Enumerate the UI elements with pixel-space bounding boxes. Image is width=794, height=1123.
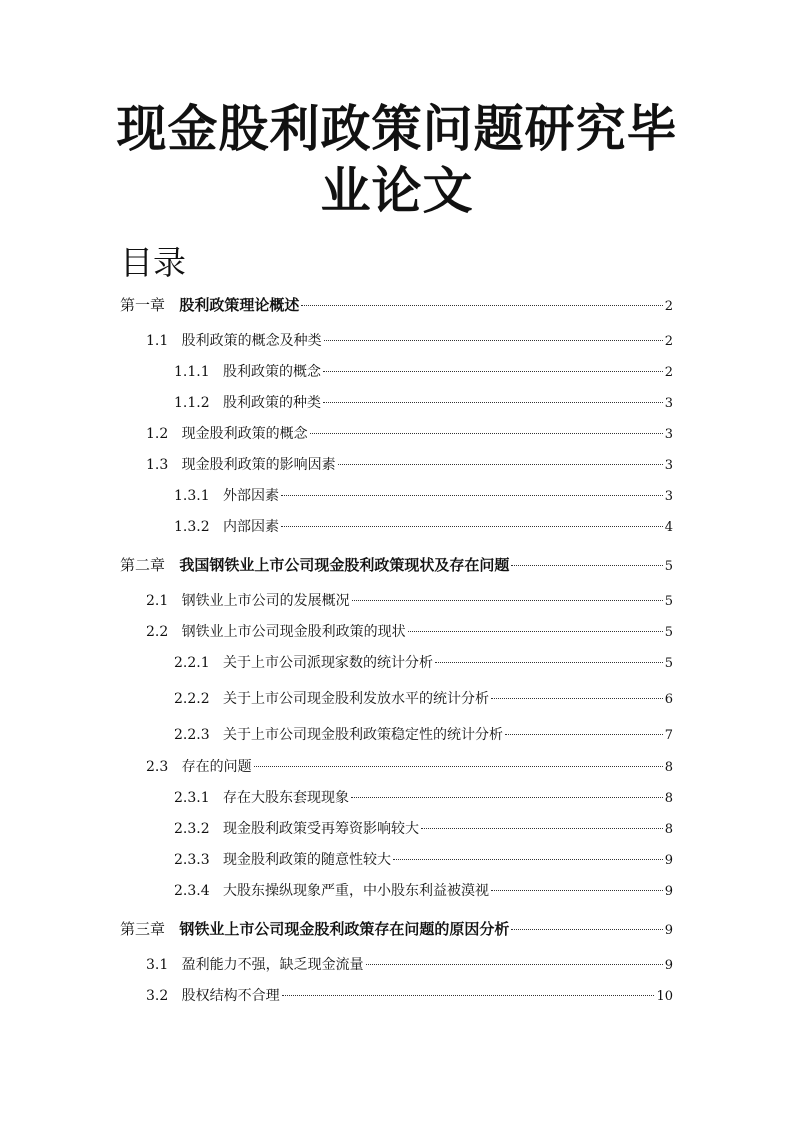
toc-entry-page-number: 7 [664, 728, 673, 743]
toc-entry[interactable] [120, 918, 673, 940]
toc-entry-title: 内部因素 [222, 519, 279, 535]
toc-dot-leader [435, 662, 663, 663]
toc-entry-title: 现金股利政策受再筹资影响较大 [222, 821, 419, 837]
toc-dot-leader [281, 526, 663, 527]
toc-dot-leader [254, 766, 663, 767]
toc-entry[interactable] [146, 330, 673, 352]
toc-entry[interactable] [146, 590, 673, 612]
toc-dot-leader [323, 371, 663, 372]
toc-dot-leader [338, 464, 663, 465]
toc-entry[interactable] [174, 849, 673, 871]
toc-dot-leader [491, 890, 663, 891]
toc-entry[interactable] [146, 621, 673, 643]
toc-heading: 目录 [120, 243, 186, 282]
toc-entry-page-number: 5 [664, 559, 673, 574]
toc-entry-title: 股利政策的概念及种类 [181, 333, 322, 349]
toc-entry-number: 2.2.3 [174, 727, 210, 743]
toc-entry[interactable] [146, 454, 673, 476]
toc-entry-number: 第三章 [120, 920, 166, 938]
toc-dot-leader [393, 859, 663, 860]
toc-entry-number: 3.2 [146, 988, 169, 1004]
toc-entry-title: 关于上市公司现金股利发放水平的统计分析 [222, 691, 489, 707]
toc-entry-page-number: 9 [664, 884, 673, 899]
toc-entry[interactable] [146, 423, 673, 445]
toc-entry[interactable] [146, 985, 673, 1007]
toc-entry-number: 2.1 [146, 593, 169, 609]
toc-entry-number: 1.3.1 [174, 488, 210, 504]
toc-entry[interactable] [174, 485, 673, 507]
toc-entry[interactable] [174, 392, 673, 414]
toc-entry-page-number: 2 [664, 365, 673, 380]
toc-entry-title: 钢铁业上市公司现金股利政策的现状 [181, 624, 406, 640]
toc-dot-leader [511, 929, 662, 930]
toc-entry-title: 现金股利政策的随意性较大 [222, 852, 391, 868]
toc-entry[interactable] [174, 724, 673, 746]
toc-entry-title: 存在大股东套现现象 [222, 790, 349, 806]
toc-entry[interactable] [174, 880, 673, 902]
toc-dot-leader [408, 631, 663, 632]
toc-entry-number: 2.2.2 [174, 691, 210, 707]
toc-entry-number: 1.1.1 [174, 364, 210, 380]
toc-entry-page-number: 8 [664, 822, 673, 837]
toc-entry-title: 存在的问题 [181, 759, 252, 775]
toc-entry-number: 2.3.4 [174, 883, 210, 899]
toc-entry-number: 2.3.2 [174, 821, 210, 837]
toc-entry-page-number: 2 [664, 299, 673, 314]
toc-entry[interactable] [146, 756, 673, 778]
toc-dot-leader [505, 734, 663, 735]
toc-entry-page-number: 4 [664, 520, 673, 535]
toc-entry-page-number: 5 [664, 656, 673, 671]
toc-dot-leader [301, 305, 662, 306]
toc-entry-page-number: 5 [664, 625, 673, 640]
toc-entry-title: 股利政策的概念 [222, 364, 321, 380]
toc-entry-title: 现金股利政策的影响因素 [181, 457, 336, 473]
document-title-line-2: 业论文 [320, 162, 474, 220]
toc-entry-title: 股权结构不合理 [181, 988, 280, 1004]
toc-entry-page-number: 9 [664, 923, 673, 938]
toc-entry[interactable] [174, 652, 673, 674]
toc-entry-title: 股利政策理论概述 [179, 296, 300, 314]
toc-entry[interactable] [120, 554, 673, 576]
toc-dot-leader [491, 698, 663, 699]
toc-entry-page-number: 3 [664, 489, 673, 504]
toc-entry-page-number: 3 [664, 427, 673, 442]
toc-entry-number: 2.3 [146, 759, 169, 775]
toc-entry-page-number: 9 [664, 853, 673, 868]
toc-dot-leader [282, 995, 655, 996]
toc-dot-leader [421, 828, 663, 829]
toc-entry[interactable] [174, 361, 673, 383]
toc-entry[interactable] [174, 787, 673, 809]
toc-entry-number: 2.2.1 [174, 655, 210, 671]
toc-entry-number: 2.3.1 [174, 790, 210, 806]
toc-entry-number: 1.1 [146, 333, 169, 349]
toc-entry-title: 钢铁业上市公司的发展概况 [181, 593, 350, 609]
toc-entry-page-number: 6 [664, 692, 673, 707]
toc-entry-page-number: 3 [664, 396, 673, 411]
toc-entry-number: 1.2 [146, 426, 169, 442]
toc-entry[interactable] [120, 294, 673, 316]
toc-entry-title: 大股东操纵现象严重，中小股东利益被漠视 [222, 883, 489, 899]
toc-dot-leader [366, 964, 663, 965]
toc-entry-page-number: 5 [664, 594, 673, 609]
toc-entry-page-number: 9 [664, 958, 673, 973]
toc-entry-title: 股利政策的种类 [222, 395, 321, 411]
toc-entry-page-number: 8 [664, 760, 673, 775]
toc-entry-number: 1.3.2 [174, 519, 210, 535]
toc-entry-title: 关于上市公司现金股利政策稳定性的统计分析 [222, 727, 503, 743]
toc-entry-number: 1.1.2 [174, 395, 210, 411]
toc-entry-page-number: 10 [656, 989, 673, 1004]
toc-dot-leader [324, 340, 663, 341]
toc-entry-number: 1.3 [146, 457, 169, 473]
toc-entry-page-number: 3 [664, 458, 673, 473]
toc-entry-number: 第二章 [120, 556, 166, 574]
toc-dot-leader [511, 565, 662, 566]
toc-entry-title: 我国钢铁业上市公司现金股利政策现状及存在问题 [179, 556, 510, 574]
toc-entry[interactable] [174, 818, 673, 840]
toc-dot-leader [351, 797, 663, 798]
toc-dot-leader [352, 600, 663, 601]
toc-entry[interactable] [174, 688, 673, 710]
toc-entry-number: 第一章 [120, 296, 166, 314]
toc-entry[interactable] [146, 954, 673, 976]
toc-entry-title: 关于上市公司派现家数的统计分析 [222, 655, 433, 671]
toc-entry-title: 盈利能力不强，缺乏现金流量 [181, 957, 364, 973]
toc-entry-title: 现金股利政策的概念 [181, 426, 308, 442]
toc-entry-page-number: 2 [664, 334, 673, 349]
toc-entry-number: 2.2 [146, 624, 169, 640]
toc-dot-leader [310, 433, 663, 434]
toc-entry-title: 外部因素 [222, 488, 279, 504]
toc-dot-leader [281, 495, 663, 496]
toc-entry-page-number: 8 [664, 791, 673, 806]
toc-entry-number: 2.3.3 [174, 852, 210, 868]
toc-entry-number: 3.1 [146, 957, 169, 973]
toc-entry-title: 钢铁业上市公司现金股利政策存在问题的原因分析 [179, 920, 510, 938]
toc-dot-leader [323, 402, 663, 403]
toc-entry[interactable] [174, 516, 673, 538]
document-title-line-1: 现金股利政策问题研究毕 [116, 100, 678, 158]
